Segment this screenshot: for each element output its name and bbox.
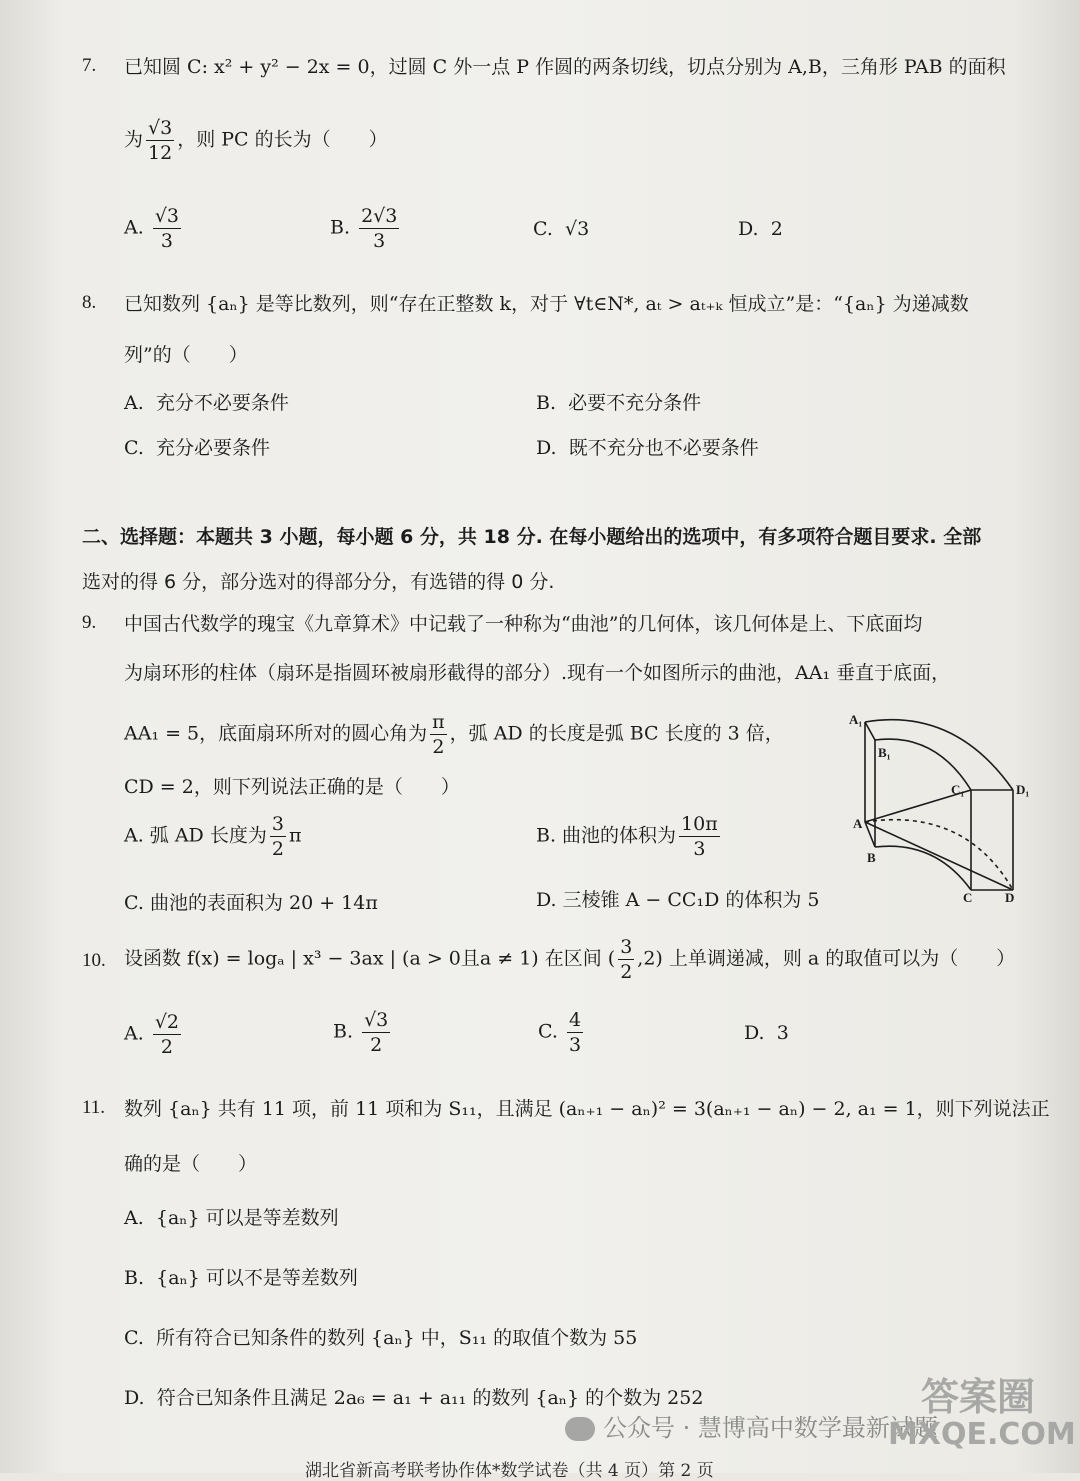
q10-option-c: C. $\frac{4}{3}$: [538, 1009, 582, 1056]
q11-number: 11.: [82, 1097, 106, 1118]
q10-option-d: D. 3: [744, 1022, 789, 1044]
q8-number: 8.: [82, 292, 97, 313]
q9-stem-line3: AA₁ = 5，底面扇环所对的圆心角为 $\frac{\pi}{2}$ ，弧 AD 的长度是弧 BC 长度的 3 倍，: [124, 711, 784, 758]
wechat-watermark: 公众号 · 慧博高中数学最新试题: [565, 1408, 938, 1443]
q8-option-a: A. 充分不必要条件: [124, 392, 289, 414]
label-C1: C₁: [951, 782, 965, 797]
q11-stem-line2: 确的是（ ）: [124, 1153, 258, 1175]
wechat-icon: [565, 1417, 595, 1441]
q8-option-c: C. 充分必要条件: [124, 437, 271, 459]
q7-option-b: B. $\frac{2√3}{3}$: [330, 205, 398, 252]
q9-option-c: C. 曲池的表面积为 20 + 14π: [124, 892, 378, 914]
q9-stem-line2: 为扇环形的柱体（扇环是指圆环被扇形截得的部分）.现有一个如图所示的曲池，AA₁ 垂直于底面，: [124, 662, 951, 684]
label-C: C: [963, 890, 973, 905]
q9-option-a: A. 弧 AD 长度为 $\frac{3}{2}$ π: [124, 813, 302, 860]
label-D: D: [1005, 890, 1015, 905]
q10-option-a: A. $\frac{√2}{2}$: [124, 1011, 180, 1058]
site-watermark: [888, 1375, 1076, 1452]
q9-curved-pool-figure: [845, 712, 1035, 907]
q8-option-d: D. 既不充分也不必要条件: [536, 437, 759, 459]
q7-stem-line1: 已知圆 C: x² + y² − 2x = 0，过圆 C 外一点 P 作圆的两条切线，切点分别为 A,B，三角形 PAB 的面积: [124, 56, 1006, 78]
q7-option-c: C. √3: [533, 218, 590, 240]
q7-stem-line2: 为 $\frac{√3}{12}$ ，则 PC 的长为（ ）: [124, 117, 388, 164]
q7-number: 7.: [82, 55, 97, 76]
q10-option-b: B. $\frac{√3}{2}$: [333, 1009, 389, 1056]
section2-scoring: 选对的得 6 分，部分选对的得部分分，有选错的得 0 分.: [82, 571, 555, 593]
label-B1: B₁: [878, 745, 891, 760]
q8-stem-line1: 已知数列 {aₙ} 是等比数列，则“存在正整数 k，对于 ∀t∈N*, aₜ > aₜ₊ₖ 恒成立”是：“{aₙ} 为递减数: [124, 293, 969, 315]
q11-option-d: D. 符合已知条件且满足 2a₆ = a₁ + a₁₁ 的数列 {aₙ} 的个数为 252: [124, 1387, 704, 1409]
page-footer: 湖北省新高考联考协作体*数学试卷（共 4 页）第 2 页: [305, 1461, 714, 1481]
label-B: B: [867, 850, 876, 865]
q10-stem: 设函数 f(x) = logₐ | x³ − 3ax | (a > 0且a ≠ 1) 在区间 ( $\frac{3}{2}$ ,2) 上单调递减，则 a 的取值可以为（ ）: [124, 936, 1016, 983]
q9-stem-line4: CD = 2，则下列说法正确的是（ ）: [124, 776, 460, 798]
q11-option-b: B. {aₙ} 可以不是等差数列: [124, 1267, 358, 1289]
site-watermark-logo: 答案圈: [920, 1375, 1035, 1419]
q7-fraction: $\frac{√3}{12}$: [148, 117, 173, 164]
q8-option-b: B. 必要不充分条件: [536, 392, 702, 414]
q10-number: 10.: [82, 950, 106, 971]
label-D1: D₁: [1016, 782, 1030, 797]
label-A: A: [853, 816, 863, 831]
q11-option-a: A. {aₙ} 可以是等差数列: [124, 1207, 339, 1229]
q7-option-a: A. $\frac{√3}{3}$: [124, 205, 180, 252]
q9-option-b: B. 曲池的体积为 $\frac{10\pi}{3}$: [536, 813, 718, 860]
q9-angle-fraction: $\frac{\pi}{2}$: [432, 711, 445, 758]
q8-stem-line2: 列”的（ ）: [124, 344, 248, 366]
q9-option-d: D. 三棱锥 A − CC₁D 的体积为 5: [536, 889, 820, 911]
q7-option-d: D. 2: [738, 218, 783, 240]
q9-number: 9.: [82, 612, 97, 633]
site-watermark-url: MXQE.COM: [888, 1417, 1076, 1452]
label-A1: A₁: [849, 712, 863, 727]
q9-stem-line1: 中国古代数学的瑰宝《九章算术》中记载了一种称为“曲池”的几何体，该几何体是上、下底面均: [124, 613, 923, 635]
q11-stem-line1: 数列 {aₙ} 共有 11 项，前 11 项和为 S₁₁，且满足 (aₙ₊₁ − aₙ)² = 3(aₙ₊₁ − aₙ) − 2, a₁ = 1，则下列说法正: [124, 1098, 1050, 1120]
section2-heading: 二、选择题：本题共 3 小题，每小题 6 分，共 18 分. 在每小题给出的选项中，有多项符合题目要求. 全部: [82, 526, 982, 548]
q11-option-c: C. 所有符合已知条件的数列 {aₙ} 中，S₁₁ 的取值个数为 55: [124, 1327, 638, 1349]
